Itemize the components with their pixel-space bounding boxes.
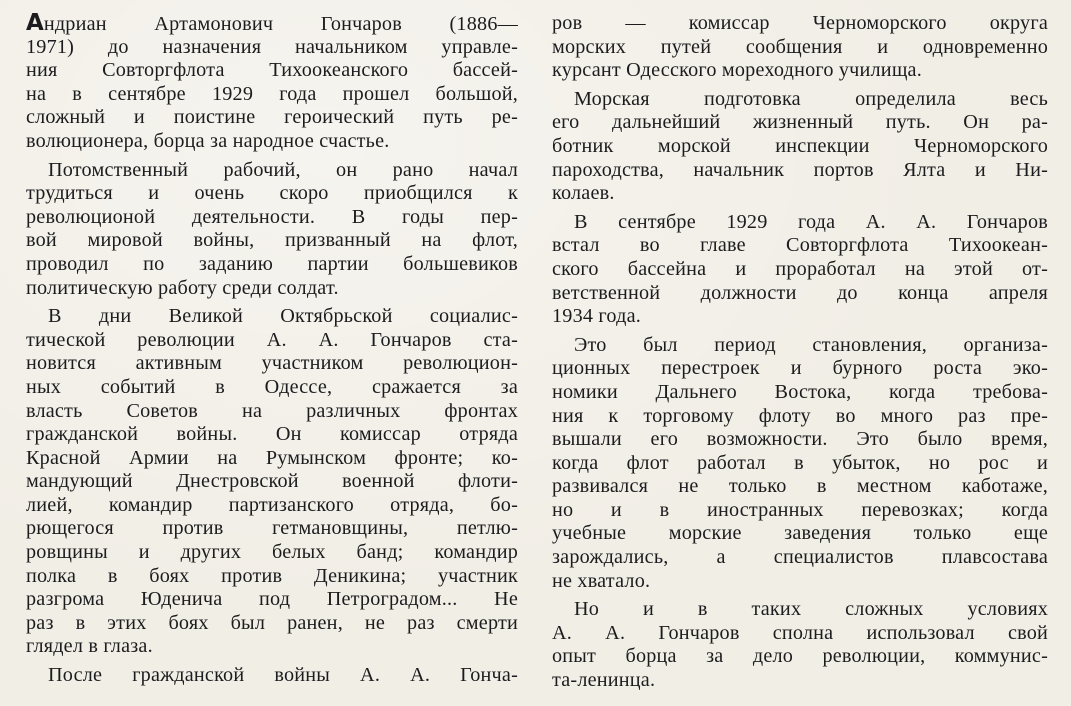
text-line [552, 258, 1048, 282]
line-text: А. А. Гончаров сполна использовал свой [552, 621, 1048, 644]
line-text: Но и в таких сложных условиях [574, 598, 1048, 621]
left-column [26, 12, 518, 688]
line-text: ского бассейна и проработал на этой от- [552, 257, 1048, 280]
line-text: опыт борца за дело революции, коммунис- [552, 645, 1048, 668]
text-line [26, 517, 518, 541]
text-line [26, 376, 518, 400]
line-text: 1971) до назначения начальником управле- [26, 35, 518, 58]
text-line [26, 541, 518, 565]
line-text: вышали его возможности. Это было время, [552, 428, 1048, 451]
text-line [26, 664, 518, 688]
line-text: В сентябре 1929 года А. А. Гончаров [574, 210, 1048, 233]
line-text: волюционера, борца за народное счастье. [26, 129, 390, 152]
right-column [552, 12, 1048, 693]
text-line [552, 405, 1048, 429]
line-text: ров — комиссар Черноморского округа [552, 12, 1048, 34]
line-text: ботник морской инспекции Черноморского [552, 134, 1048, 157]
text-line [552, 357, 1048, 381]
text-line [26, 59, 518, 83]
text-line [552, 381, 1048, 405]
text-line [552, 36, 1048, 60]
line-text: вой мировой войны, призванный на флот, [26, 229, 518, 252]
text-line [552, 546, 1048, 570]
text-line [552, 622, 1048, 646]
line-text: учебные морские заведения только еще [552, 522, 1048, 545]
text-line [26, 470, 518, 494]
line-text: политическую работу среди солдат. [26, 276, 339, 299]
line-text: В дни Великой Октябрьской социалис- [48, 305, 518, 328]
text-line [552, 475, 1048, 499]
line-text: революционой деятельности. В годы пер- [26, 205, 518, 228]
line-text: власть Советов на различных фронтах [26, 399, 518, 422]
text-line [26, 635, 518, 659]
line-text: ния к торговому флоту во много раз пре- [552, 404, 1048, 427]
text-line [26, 106, 518, 130]
text-line [552, 570, 1048, 594]
line-text: но и в иностранных перевозках; когда [552, 498, 1048, 521]
text-line [552, 499, 1048, 523]
text-line [26, 206, 518, 230]
line-text: разгрома Юденича под Петроградом... Не [26, 588, 518, 611]
line-text: не хватало. [552, 569, 651, 592]
text-line [26, 229, 518, 253]
line-text: номики Дальнего Востока, когда требова- [552, 380, 1048, 403]
text-line [26, 400, 518, 424]
text-line [552, 282, 1048, 306]
text-line [552, 59, 1048, 83]
text-line [552, 645, 1048, 669]
text-line [552, 88, 1048, 112]
text-line [26, 588, 518, 612]
line-text: гражданской войны. Он комиссар отряда [26, 423, 518, 446]
text-line [26, 83, 518, 107]
line-text: ных событий в Одессе, сражается за [26, 375, 518, 398]
text-line [26, 277, 518, 301]
initial-letter: А [26, 10, 44, 36]
text-line [26, 423, 518, 447]
line-text: ндриан Артамонович Гончаров (1886— [43, 13, 518, 35]
line-text: мандующий Днестровской военной флоти- [26, 470, 518, 493]
line-text: когда флот работал в убыток, но рос и [552, 451, 1048, 474]
text-line [552, 305, 1048, 329]
text-line [552, 111, 1048, 135]
line-text: Потомственный рабочий, он рано начал [48, 158, 518, 181]
line-text: ровщины и других белых банд; командир [26, 541, 518, 564]
line-text: колаев. [552, 182, 615, 205]
text-line [552, 182, 1048, 206]
text-line [552, 669, 1048, 693]
text-line [552, 334, 1048, 358]
text-line [552, 234, 1048, 258]
text-line [26, 305, 518, 329]
text-line [26, 12, 518, 36]
text-line [26, 182, 518, 206]
text-line [552, 452, 1048, 476]
line-text: Красной Армии на Румынском фронте; ко- [26, 446, 518, 469]
text-line [26, 612, 518, 636]
text-line [552, 211, 1048, 235]
line-text: на в сентябре 1929 года прошел большой, [26, 82, 518, 105]
text-line [26, 36, 518, 60]
line-text: курсант Одесского мореходного училища. [552, 59, 922, 82]
line-text: Морская подготовка определила весь [574, 87, 1048, 110]
line-text: тической революции А. А. Гончаров ста- [26, 328, 518, 351]
line-text: рющегося против гетмановщины, петлю- [26, 517, 518, 540]
line-text: встал во главе Совторгфлота Тихоокеан- [552, 234, 1048, 257]
text-line [26, 159, 518, 183]
line-text: его дальнейший жизненный путь. Он ра- [552, 111, 1048, 134]
line-text: морских путей сообщения и одновременно [552, 35, 1048, 58]
text-line [26, 329, 518, 353]
text-line [552, 428, 1048, 452]
text-line [26, 565, 518, 589]
text-line [552, 135, 1048, 159]
line-text: трудиться и очень скоро приобщился к [26, 182, 518, 205]
line-text: проводил по заданию партии большевиков [26, 252, 518, 275]
line-text: ветственной должности до конца апреля [552, 281, 1048, 304]
text-line [26, 494, 518, 518]
line-text: пароходства, начальник портов Ялта и Ни- [552, 158, 1048, 181]
text-line [552, 598, 1048, 622]
line-text: новится активным участником революцион- [26, 352, 518, 375]
line-text: ционных перестроек и бурного роста эко- [552, 357, 1048, 380]
line-text: развивался не только в местном каботаже, [552, 475, 1048, 498]
line-text: После гражданской войны А. А. Гонча- [48, 664, 518, 687]
line-text: сложный и поистине героический путь ре- [26, 106, 518, 129]
line-text: лией, командир партизанского отряда, бо- [26, 493, 518, 516]
text-line [552, 522, 1048, 546]
text-line [26, 447, 518, 471]
text-line [26, 130, 518, 154]
text-line [552, 159, 1048, 183]
text-line [26, 352, 518, 376]
line-text: Это был период становления, организа- [574, 333, 1048, 356]
line-text: ния Совторгфлота Тихоокеанского бассей- [26, 59, 518, 82]
line-text: 1934 года. [552, 305, 641, 328]
line-text: та-ленинца. [552, 669, 656, 692]
text-line [552, 12, 1048, 36]
line-text: глядел в глаза. [26, 635, 153, 658]
line-text: зарождались, а специалистов плавсостава [552, 546, 1048, 569]
text-line [26, 253, 518, 277]
line-text: полка в боях против Деникина; участник [26, 564, 518, 587]
line-text: раз в этих боях был ранен, не раз смерти [26, 611, 518, 634]
